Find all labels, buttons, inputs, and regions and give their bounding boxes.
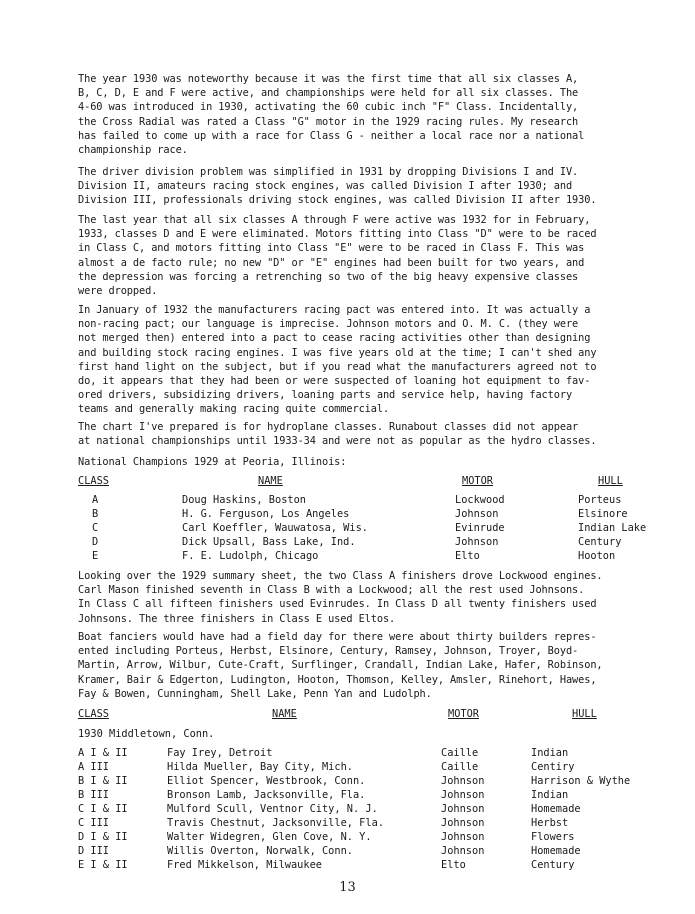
cell-motor: Johnson (441, 845, 485, 857)
cell-motor: Evinrude (455, 522, 505, 534)
table-row (0, 775, 695, 789)
column-header-hull: HULL (598, 475, 623, 487)
table-row (0, 859, 695, 873)
column-header-hull: HULL (572, 708, 597, 720)
cell-name: F. E. Ludolph, Chicago (182, 550, 319, 562)
cell-name: Carl Koeffler, Wauwatosa, Wis. (182, 522, 368, 534)
cell-motor: Caille (441, 761, 479, 773)
paragraph-racing-pact: In January of 1932 the manufacturers racing pact was entered into. It was actually a non-racing pact; our language is imprecise. Johnson motors and O. M. C. (they were not merged then) entered into a pact to cease racing activities other than designing and building stock racing engines. I was five years old at the time; I can't shed any first hand light on the subject, but if you read what the manufacturers agreed not to do, it appears that they had been or were suspected of loaning hot equipment to fav- ored drivers, subsidizing drivers, loaning parts and service help, having factory teams and generally making racing quite commercial. (78, 304, 597, 416)
table-row (0, 761, 695, 775)
cell-class: D III (78, 845, 109, 857)
cell-hull: Herbst (531, 817, 569, 829)
paragraph-driver-division: The driver division problem was simplified in 1931 by dropping Divisions I and IV. Division II, amateurs racing stock engines, was called Division I after 1930; and Division III, professionals driving stock engines, was called Division II after 1930. (78, 166, 597, 207)
paragraph-last-year-six-classes: The last year that all six classes A through F were active was 1932 for in February, 1933, classes D and E were eliminated. Motors fitting into Class "D" were to be raced in Class C, and motors fitting into Class "E" were to be raced in Class F. This was almost a de facto rule; no new "D" or "E" engines had been built for two years, and the depression was forcing a retrenching so two of the big heavy expensive classes were dropped. (78, 214, 597, 298)
cell-class: B III (78, 789, 109, 801)
cell-class: A III (78, 761, 109, 773)
cell-motor: Johnson (441, 817, 485, 829)
cell-hull: Century (531, 859, 575, 871)
table-row (0, 845, 695, 859)
cell-motor: Johnson (455, 508, 499, 520)
cell-class: E (92, 550, 99, 562)
table-subheading: 1930 Middletown, Conn. (78, 728, 215, 740)
cell-hull: Indian (531, 789, 569, 801)
table-row (0, 550, 695, 564)
cell-motor: Elto (455, 550, 480, 562)
table-row (0, 508, 695, 522)
cell-hull: Indian (531, 747, 569, 759)
page-number: 13 (339, 880, 356, 895)
paragraph-boat-builders: Boat fanciers would have had a field day for there were about thirty builders repres- ented including Porteus, Herbst, Elsinore, Century, Ramsey, Johnson, Troyer, Boyd- Martin, Arrow, Wilbur, Cute-Craft, Surflinger, Crandall, Indian Lake, Hafer, Robinson, Kramer, Bair & Edgerton, Ludington, Hooton, Thomson, Kelley, Amsler, Rinehort, Hawes, Fay & Bowen, Cunningham, Shell Lake, Penn Yan and Ludolph. (78, 631, 603, 700)
cell-hull: Centiry (531, 761, 575, 773)
cell-class: B I & II (78, 775, 128, 787)
paragraph-1929-summary: Looking over the 1929 summary sheet, the two Class A finishers drove Lockwood engines. Carl Mason finished seventh in Class B with a Lockwood; all the rest used Johnsons. In Class C all fifteen finishers used Evinrudes. In Class D all twenty finishers used Johnsons. The three finishers in Class E used Eltos. (78, 570, 603, 625)
cell-class: C III (78, 817, 109, 829)
cell-name: H. G. Ferguson, Los Angeles (182, 508, 350, 520)
cell-motor: Caille (441, 747, 479, 759)
cell-name: Dick Upsall, Bass Lake, Ind. (182, 536, 356, 548)
cell-hull: Century (578, 536, 622, 548)
paragraph-1930-classes: The year 1930 was noteworthy because it was the first time that all six classes A, B, C, D, E and F were active, and championships were held for all six classes. The 4-60 was introduced in 1930, activating the 60 cubic inch "F" Class. Incidentally, the Cross Radial was rated a Class "G" motor in the 1929 racing rules. My research has failed to come up with a race for Class G - neither a local race nor a national championship race. (78, 73, 585, 157)
cell-motor: Johnson (441, 803, 485, 815)
cell-name: Fay Irey, Detroit (167, 747, 273, 759)
column-header-class: CLASS (78, 475, 109, 487)
cell-name: Travis Chestnut, Jacksonville, Fla. (167, 817, 384, 829)
cell-class: D (92, 536, 99, 548)
cell-motor: Elto (441, 859, 466, 871)
cell-name: Walter Widegren, Glen Cove, N. Y. (167, 831, 372, 843)
table-row (0, 817, 695, 831)
column-header-class: CLASS (78, 708, 109, 720)
column-header-name: NAME (272, 708, 297, 720)
paragraph-chart-note: The chart I've prepared is for hydroplane classes. Runabout classes did not appear at national championships until 1933-34 and were not as popular as the hydro classes. (78, 421, 597, 448)
cell-motor: Johnson (455, 536, 499, 548)
cell-motor: Johnson (441, 789, 485, 801)
cell-class: D I & II (78, 831, 128, 843)
cell-name: Willis Overton, Norwalk, Conn. (167, 845, 353, 857)
cell-name: Fred Mikkelson, Milwaukee (167, 859, 322, 871)
cell-hull: Porteus (578, 494, 622, 506)
cell-name: Elliot Spencer, Westbrook, Conn. (167, 775, 366, 787)
cell-hull: Homemade (531, 803, 581, 815)
table-row (0, 789, 695, 803)
cell-motor: Johnson (441, 775, 485, 787)
column-header-motor: MOTOR (462, 475, 493, 487)
column-header-name: NAME (258, 475, 283, 487)
cell-hull: Indian Lake (578, 522, 647, 534)
cell-hull: Hooton (578, 550, 616, 562)
table-row (0, 494, 695, 508)
cell-class: E I & II (78, 859, 128, 871)
column-header-motor: MOTOR (448, 708, 479, 720)
cell-hull: Homemade (531, 845, 581, 857)
cell-hull: Flowers (531, 831, 575, 843)
paragraph-1929-champions-heading: National Champions 1929 at Peoria, Illinois: (78, 456, 347, 468)
cell-motor: Johnson (441, 831, 485, 843)
cell-class: B (92, 508, 99, 520)
cell-class: A (92, 494, 99, 506)
cell-name: Mulford Scull, Ventnor City, N. J. (167, 803, 378, 815)
cell-hull: Elsinore (578, 508, 628, 520)
cell-hull: Harrison & Wythe (531, 775, 631, 787)
table-row (0, 536, 695, 550)
cell-name: Bronson Lamb, Jacksonville, Fla. (167, 789, 366, 801)
cell-class: C I & II (78, 803, 128, 815)
cell-class: C (92, 522, 99, 534)
table-row (0, 831, 695, 845)
cell-class: A I & II (78, 747, 128, 759)
cell-name: Doug Haskins, Boston (182, 494, 306, 506)
table-row (0, 522, 695, 536)
cell-name: Hilda Mueller, Bay City, Mich. (167, 761, 353, 773)
table-row (0, 747, 695, 761)
cell-motor: Lockwood (455, 494, 505, 506)
table-row (0, 803, 695, 817)
